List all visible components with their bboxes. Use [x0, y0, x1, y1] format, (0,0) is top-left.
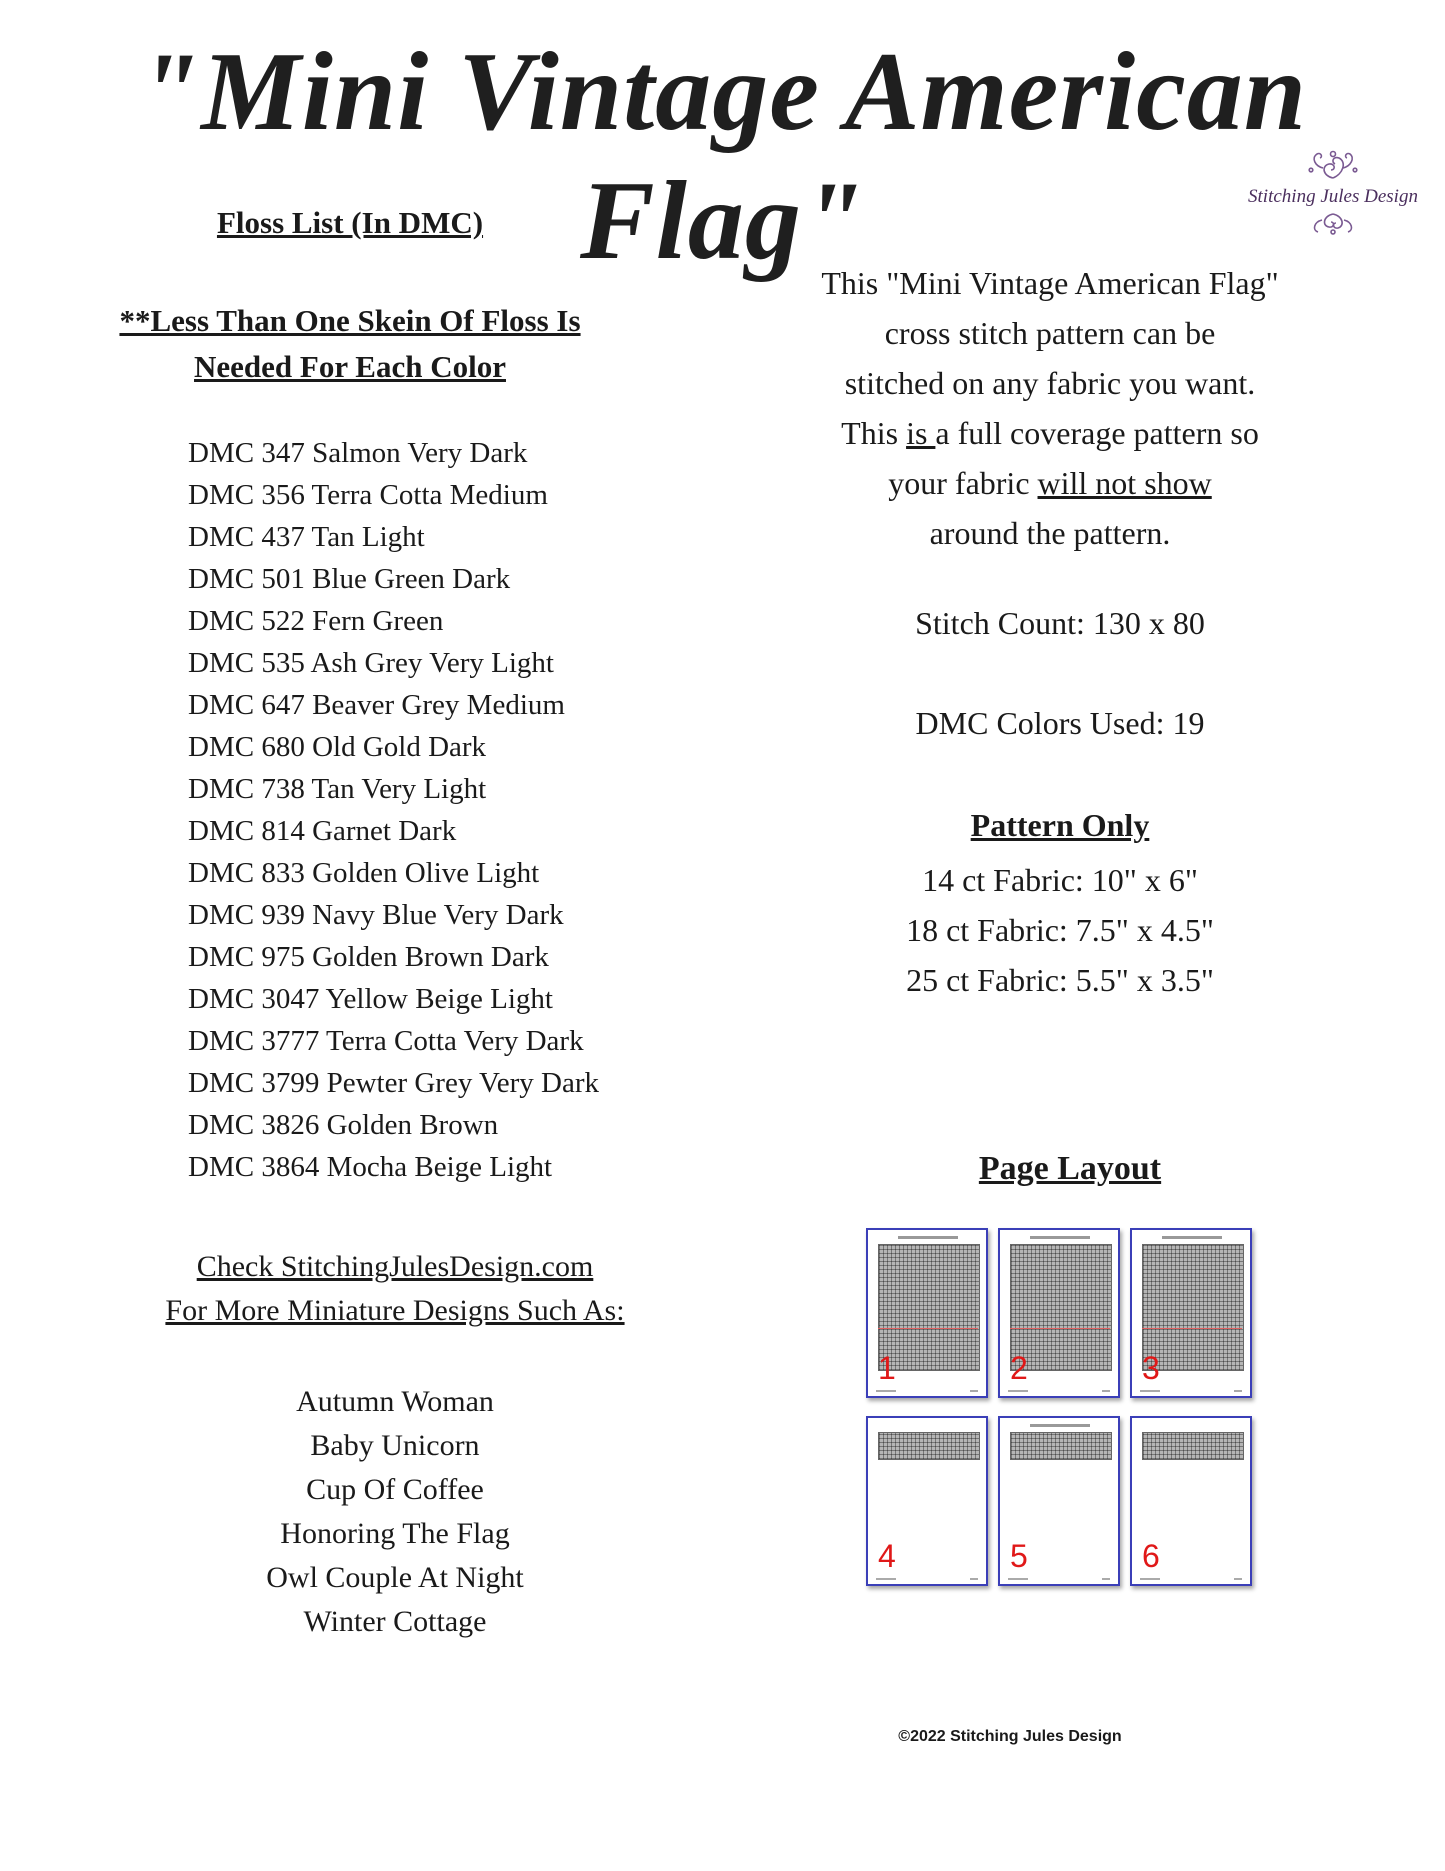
page-thumbnail-3: [1130, 1228, 1252, 1398]
design-item: Cup Of Coffee: [306, 1473, 484, 1506]
floss-item: DMC 501 Blue Green Dark: [188, 563, 511, 595]
floss-item: DMC 680 Old Gold Dark: [188, 731, 487, 763]
desc-fragment: This: [841, 415, 907, 451]
desc-line: [790, 458, 1310, 508]
floss-item: DMC 3777 Terra Cotta Very Dark: [188, 1025, 584, 1057]
floss-item: DMC 356 Terra Cotta Medium: [188, 479, 548, 511]
floss-item: DMC 939 Navy Blue Very Dark: [188, 899, 564, 931]
desc-emphasis: is: [906, 415, 936, 451]
floss-item: DMC 535 Ash Grey Very Light: [188, 647, 554, 679]
design-item: Winter Cottage: [303, 1605, 487, 1638]
stitch-count: Stitch Count: 130 x 80: [915, 605, 1205, 641]
desc-line: around the pattern.: [929, 515, 1171, 551]
floss-item: DMC 833 Golden Olive Light: [188, 857, 540, 889]
desc-line: cross stitch pattern can be: [884, 315, 1216, 351]
desc-line: This "Mini Vintage American Flag": [821, 265, 1279, 301]
fabric-size: 14 ct Fabric: 10" x 6": [922, 862, 1198, 898]
colors-used: DMC Colors Used: 19: [915, 705, 1205, 741]
floss-item: DMC 3864 Mocha Beige Light: [188, 1151, 553, 1183]
page-number: 3: [1142, 1350, 1160, 1386]
desc-line: [790, 408, 1310, 458]
page-thumbnail-6: [1130, 1416, 1252, 1586]
page-number: 2: [1010, 1350, 1028, 1386]
floss-item: DMC 3047 Yellow Beige Light: [188, 983, 553, 1015]
floss-item: DMC 975 Golden Brown Dark: [188, 941, 549, 973]
floss-list: [188, 432, 599, 1188]
floss-item: DMC 814 Garnet Dark: [188, 815, 457, 847]
pattern-description: [790, 258, 1310, 558]
swirl-ornament-icon: [1293, 148, 1373, 184]
page-number: 4: [878, 1538, 896, 1574]
floss-item: DMC 522 Fern Green: [188, 605, 444, 637]
brand-name: Stitching Jules Design: [1248, 186, 1418, 207]
swirl-ornament-bottom-icon: [1298, 210, 1368, 236]
design-item: Owl Couple At Night: [266, 1561, 524, 1594]
floss-note-line2: Needed For Each Color: [194, 349, 506, 384]
page-number: 5: [1010, 1538, 1028, 1574]
floss-item: DMC 437 Tan Light: [188, 521, 425, 553]
floss-item: DMC 738 Tan Very Light: [188, 773, 487, 805]
page-number: 6: [1142, 1538, 1160, 1574]
floss-item: DMC 647 Beaver Grey Medium: [188, 689, 565, 721]
page-thumbnail-1: [866, 1228, 988, 1398]
design-item: Baby Unicorn: [310, 1429, 480, 1462]
fabric-size: 18 ct Fabric: 7.5" x 4.5": [906, 912, 1214, 948]
design-item: Autumn Woman: [296, 1385, 494, 1418]
page-title: "Mini Vintage American Flag": [137, 30, 1308, 283]
floss-item: DMC 3799 Pewter Grey Very Dark: [188, 1067, 600, 1099]
floss-note-line1: **Less Than One Skein Of Floss Is: [119, 303, 581, 338]
desc-emphasis: will not show: [1037, 465, 1212, 501]
desc-fragment: your fabric: [888, 465, 1038, 501]
promo-block: [100, 1245, 690, 1333]
floss-item: DMC 3826 Golden Brown: [188, 1109, 499, 1141]
page-number: 1: [878, 1350, 896, 1386]
page-layout-heading: Page Layout: [978, 1150, 1162, 1187]
promo-subline: For More Miniature Designs Such As:: [165, 1294, 625, 1327]
designs-list: [200, 1380, 590, 1644]
floss-note: [0, 298, 700, 390]
desc-fragment: a full coverage pattern so: [935, 415, 1259, 451]
fabric-sizes: [790, 855, 1330, 1005]
copyright-notice: ©2022 Stitching Jules Design: [898, 1728, 1122, 1745]
floss-item: DMC 347 Salmon Very Dark: [188, 437, 528, 469]
design-item: Honoring The Flag: [280, 1517, 510, 1550]
promo-link[interactable]: Check StitchingJulesDesign.com: [196, 1250, 594, 1283]
floss-list-heading: Floss List (In DMC): [216, 205, 484, 240]
page-thumbnail-5: [998, 1416, 1120, 1586]
fabric-size: 25 ct Fabric: 5.5" x 3.5": [906, 962, 1214, 998]
page-thumbnail-2: [998, 1228, 1120, 1398]
brand-logo: [1238, 148, 1428, 258]
desc-line: stitched on any fabric you want.: [844, 365, 1256, 401]
page-thumbnail-4: [866, 1416, 988, 1586]
pattern-only-heading: Pattern Only: [970, 807, 1150, 843]
